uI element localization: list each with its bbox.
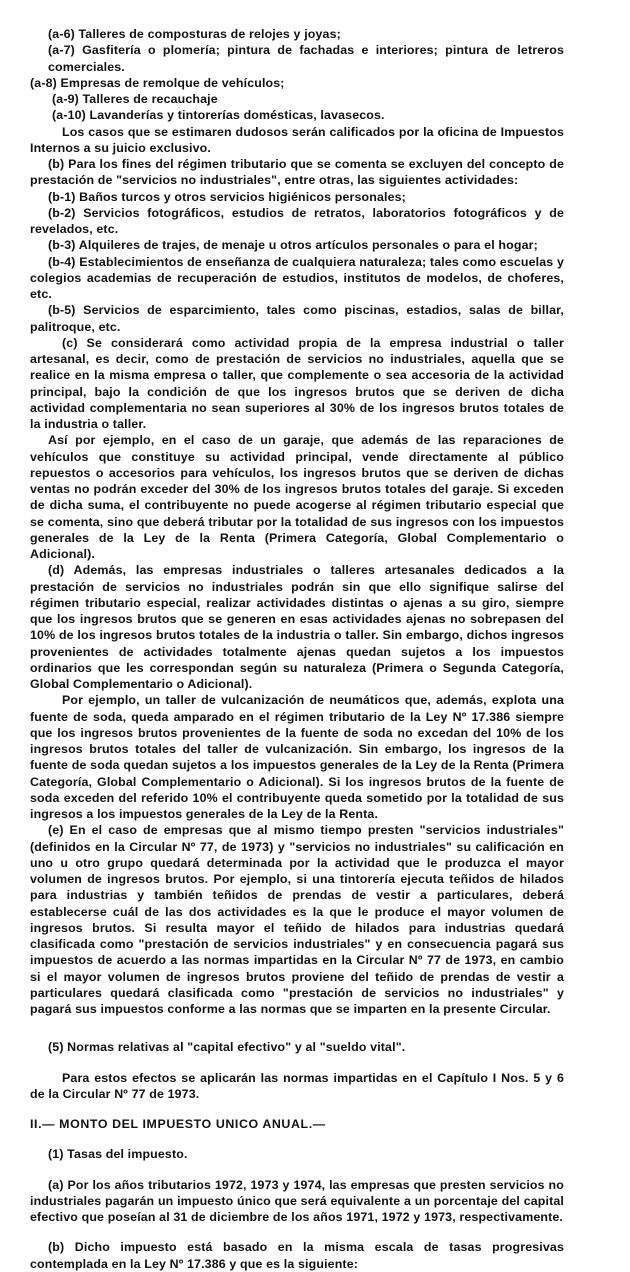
item-b4: (b-4) Establecimientos de enseñanza de cualquiera naturaleza; tales como escuelas y colegios academias de recuperación de estudios, institutos de modelos, de choferes, etc. <box>30 254 564 301</box>
paragraph-vulcanizacion: Por ejemplo, un taller de vulcanización de neumáticos que, además, explota una fuente de soda, queda amparado en el régimen tributario de la Ley Nº 17.386 siempre que los ingresos brutos provenientes de la fuente de soda no excedan del 10% de los ingresos brutos totales del taller de vulcanización. Sin embargo, los ingresos de la fuente de soda quedan sujetos a los impuestos generales de la Ley de la Renta (Primera Categoría, Global Complementario o Adicional). Si los ingresos brutos de la fuente de soda exceden del referido 10% el contribuyente queda sometido por la totalidad de sus ingresos a los impuestos generales de la Ley de la Renta. <box>30 693 564 821</box>
item-a8: (a-8) Empresas de remolque de vehículos; <box>30 75 285 90</box>
paragraph-dudosos: Los casos que se estimaren dudosos serán calificados por la oficina de Impuestos Internos a su juicio exclusivo. <box>30 124 564 155</box>
paragraph-garaje: Así por ejemplo, en el caso de un garaje, que además de las reparaciones de vehículos que constituye su actividad principal, vende directamente al público repuestos o accesorios para vehículos, los ingresos brutos que se deriven de dichas ventas no podrán exceder del 30% de los ingresos brutos totales del garaje. Si exceden de dicha suma, el contribuyente no puede acogerse al régimen tributario especial que se comenta, sino que deberá tributar por la totalidad de sus ingresos con los impuestos generales de la Ley de la Renta (Primera Categoría, Global Complementario o Adicional). <box>30 433 564 561</box>
document-body <box>30 26 564 1272</box>
item-b3: (b-3) Alquileres de trajes, de menaje u otros artículos personales o para el hogar; <box>48 238 538 253</box>
item-a10: (a-10) Lavanderías y tintorerías domésticas, lavasecos. <box>52 108 385 123</box>
chapter-ii-heading: II.— MONTO DEL IMPUESTO UNICO ANUAL.— <box>30 1117 326 1131</box>
paragraph-c: (c) Se considerará como actividad propia de la empresa industrial o taller artesanal, es decir, como de prestación de servicios no industriales, aquella que se realice en la misma empresa o taller, que complemente o sea accesoria de la actividad principal, bajo la condición de que los ingresos brutos que se deriven de dicha actividad complementaria no sean superiores al 30% de los ingresos brutos totales de la industria o taller. <box>30 335 564 431</box>
paragraph-e: (e) En el caso de empresas que al mismo tiempo presten "servicios industriales" (definidos en la Circular Nº 77, de 1973) y "servicios no industriales" su calificación en uno u otro grupo quedará determinada por la actividad que le produzca el mayor volumen de ingresos brutos. Por ejemplo, si una tintorería ejecuta teñidos de hilados para industrias y también teñidos de prendas de vestir a particulares, deberá establecerse cuál de las dos actividades es la que le produce el mayor volumen de ingresos brutos. Si resulta mayor el teñido de hilados para industrias quedará clasificada como "prestación de servicios industriales" y en consecuencia pagará sus impuestos de acuerdo a las normas impartidas en la Circular Nº 77 de 1973, en cambio si el mayor volumen de ingresos brutos proviene del teñido de prendas de vestir a particulares quedará clasificada como "prestación de servicios no industriales" y pagará sus impuestos conforme a las normas que se imparten en la presente Circular. <box>30 823 564 1016</box>
paragraph-b: (b) Para los fines del régimen tributario que se comenta se excluyen del concepto de prestación de "servicios no industriales", entre otras, las siguientes actividades: <box>30 157 564 188</box>
section-5-heading: (5) Normas relativas al "capital efectivo" y al "sueldo vital". <box>48 1040 406 1055</box>
section-1-heading: (1) Tasas del impuesto. <box>48 1147 188 1162</box>
paragraph-efectos: Para estos efectos se aplicarán las normas impartidas en el Capítulo I Nos. 5 y 6 de la Circular Nº 77 de 1973. <box>30 1070 564 1101</box>
item-b2: (b-2) Servicios fotográficos, estudios de retratos, laboratorios fotográficos y de revelados, etc. <box>30 205 564 236</box>
paragraph-d: (d) Además, las empresas industriales o talleres artesanales dedicados a la prestación de servicios no industriales podrán sin que ello signifique salirse del régimen tributario especial, realizar actividades distintas o ajenas a su giro, siempre que los ingresos brutos que se generen en esas actividades ajenas no sobrepasen del 10% de los ingresos brutos totales de la industria o taller. Sin embargo, dichos ingresos provenientes de actividades totalmente ajenas quedan sujetos a los impuestos ordinarios que les correspondan según su naturaleza (Primera o Segunda Categoría, Global Complementario o Adicional). <box>30 563 564 691</box>
item-b5: (b-5) Servicios de esparcimiento, tales como piscinas, estadios, salas de billar, palitroque, etc. <box>30 303 564 334</box>
item-a9: (a-9) Talleres de recauchaje <box>52 92 218 106</box>
item-a7: (a-7) Gasfitería o plomería; pintura de fachadas e interiores; pintura de letreros comerciales. <box>48 43 564 74</box>
item-a6: (a-6) Talleres de composturas de relojes y joyas; <box>48 27 341 41</box>
paragraph-tasas-b: (b) Dicho impuesto está basado en la misma escala de tasas progresivas contemplada en la Ley Nº 17.386 y que es la siguiente: <box>30 1240 564 1271</box>
paragraph-tasas-a: (a) Por los años tributarios 1972, 1973 y 1974, las empresas que presten servicios no industriales pagarán un impuesto único que será equivalente a un porcentaje del capital efectivo que poseían al 31 de diciembre de los años 1971, 1972 y 1973, respectivamente. <box>30 1177 564 1224</box>
item-b1: (b-1) Baños turcos y otros servicios higiénicos personales; <box>48 189 406 204</box>
